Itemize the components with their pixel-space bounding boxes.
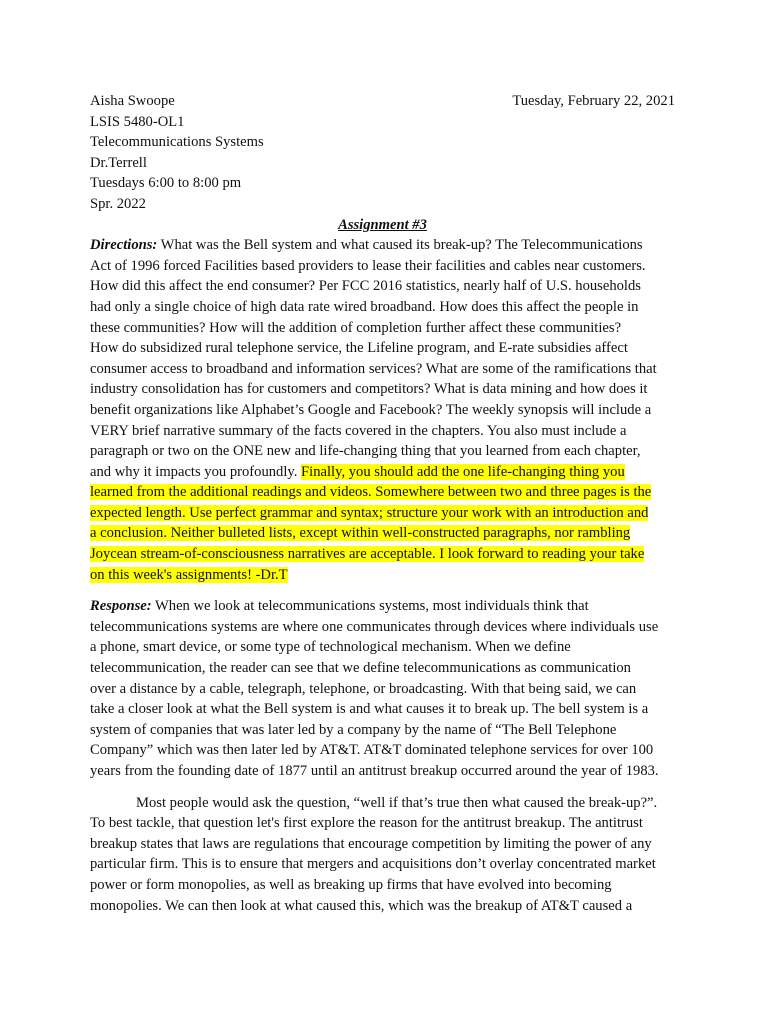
document-page <box>90 91 675 916</box>
response-line: over a distance by a cable, telegraph, telephone, or broadcasting. With that being said, we can <box>90 680 637 697</box>
directions-line: Act of 1996 forced Facilities based providers to lease their facilities and cables near customers. <box>90 257 646 274</box>
body-line: Most people would ask the question, “well if that’s true then what caused the break-up?”. <box>136 794 658 811</box>
highlighted-text: expected length. Use perfect grammar and syntax; structure your work with an introduction and <box>90 504 649 521</box>
body-paragraph <box>90 793 675 917</box>
directions-line: these communities? How will the addition of completion further affect these communities? <box>90 319 622 336</box>
response-line: telecommunications systems are where one communicates through devices where individuals use <box>90 618 659 635</box>
response-paragraph <box>90 596 675 781</box>
response-line: Response: When we look at telecommunications systems, most individuals think that <box>90 598 589 615</box>
course-code: LSIS 5480-OL1 <box>90 113 185 130</box>
directions-line: and why it impacts you profoundly. Finally, you should add the one life-changing thing you <box>90 463 625 480</box>
directions-line: How did this affect the end consumer? Per FCC 2016 statistics, nearly half of U.S. households <box>90 278 641 295</box>
directions-paragraph <box>90 235 675 585</box>
header-row <box>90 91 675 112</box>
highlighted-text: on this week's assignments! -Dr.T <box>90 566 288 583</box>
response-label: Response: <box>90 598 152 615</box>
directions-line: VERY brief narrative summary of the facts covered in the chapters. You also must include a <box>90 422 627 439</box>
term: Spr. 2022 <box>90 195 146 212</box>
highlighted-text: learned from the additional readings and videos. Somewhere between two and three pages is the <box>90 484 652 501</box>
response-line: years from the founding date of 1877 until an antitrust breakup occurred around the year of 1983. <box>90 763 659 779</box>
directions-line: consumer access to broadband and information services? What are some of the ramifications that <box>90 360 657 377</box>
response-line: system of companies that was later led by a company by the name of “The Bell Telephone <box>90 721 617 738</box>
directions-line: How do subsidized rural telephone service, the Lifeline program, and E-rate subsidies affect <box>90 340 628 357</box>
instructor-name: Dr.Terrell <box>90 154 147 171</box>
body-line: monopolies. We can then look at what caused this, which was the breakup of AT&T caused a <box>90 897 633 914</box>
highlighted-text: Joycean stream-of-consciousness narratives are acceptable. I look forward to reading your take <box>90 546 645 563</box>
body-line: To best tackle, that question let's first explore the reason for the antitrust breakup. The antitrust <box>90 815 643 832</box>
directions-line: Directions: What was the Bell system and what caused its break-up? The Telecommunications <box>90 237 643 254</box>
directions-line: industry consolidation has for customers and competitors? What is data mining and how does it <box>90 381 648 398</box>
directions-line: paragraph or two on the ONE new and life-changing thing that you learned from each chapter, <box>90 443 641 460</box>
body-line: breakup states that laws are regulations that encourage competition by limiting the power of any <box>90 835 652 852</box>
response-line: Company” which was then later led by AT&T. AT&T dominated telephone services for over 100 <box>90 742 654 759</box>
response-line: take a closer look at what the Bell system is and what causes it to break up. The bell system is a <box>90 701 649 718</box>
directions-line: benefit organizations like Alphabet’s Google and Facebook? The weekly synopsis will include a <box>90 401 652 418</box>
class-schedule: Tuesdays 6:00 to 8:00 pm <box>90 175 242 192</box>
body-line: particular firm. This is to ensure that mergers and acquisitions don’t overlay concentrated market <box>90 856 656 873</box>
response-line: telecommunication, the reader can see that we define telecommunications as communication <box>90 660 631 677</box>
highlighted-text: a conclusion. Neither bulleted lists, except within well-constructed paragraphs, nor rambling <box>90 525 631 542</box>
directions-line: had only a single choice of high data rate wired broadband. How does this affect the people in <box>90 298 639 315</box>
document-date: Tuesday, February 22, 2021 <box>512 93 675 109</box>
author-name: Aisha Swoope <box>90 93 175 109</box>
highlighted-text: Finally, you should add the one life-changing thing you <box>301 463 625 480</box>
course-name: Telecommunications Systems <box>90 134 264 151</box>
directions-label: Directions: <box>90 237 158 254</box>
response-line: a phone, smart device, or some type of technological mechanism. When we define <box>90 639 571 656</box>
assignment-title: Assignment #3 <box>338 216 427 233</box>
body-line: power or form monopolies, as well as breaking up firms that have evolved into becoming <box>90 876 612 893</box>
